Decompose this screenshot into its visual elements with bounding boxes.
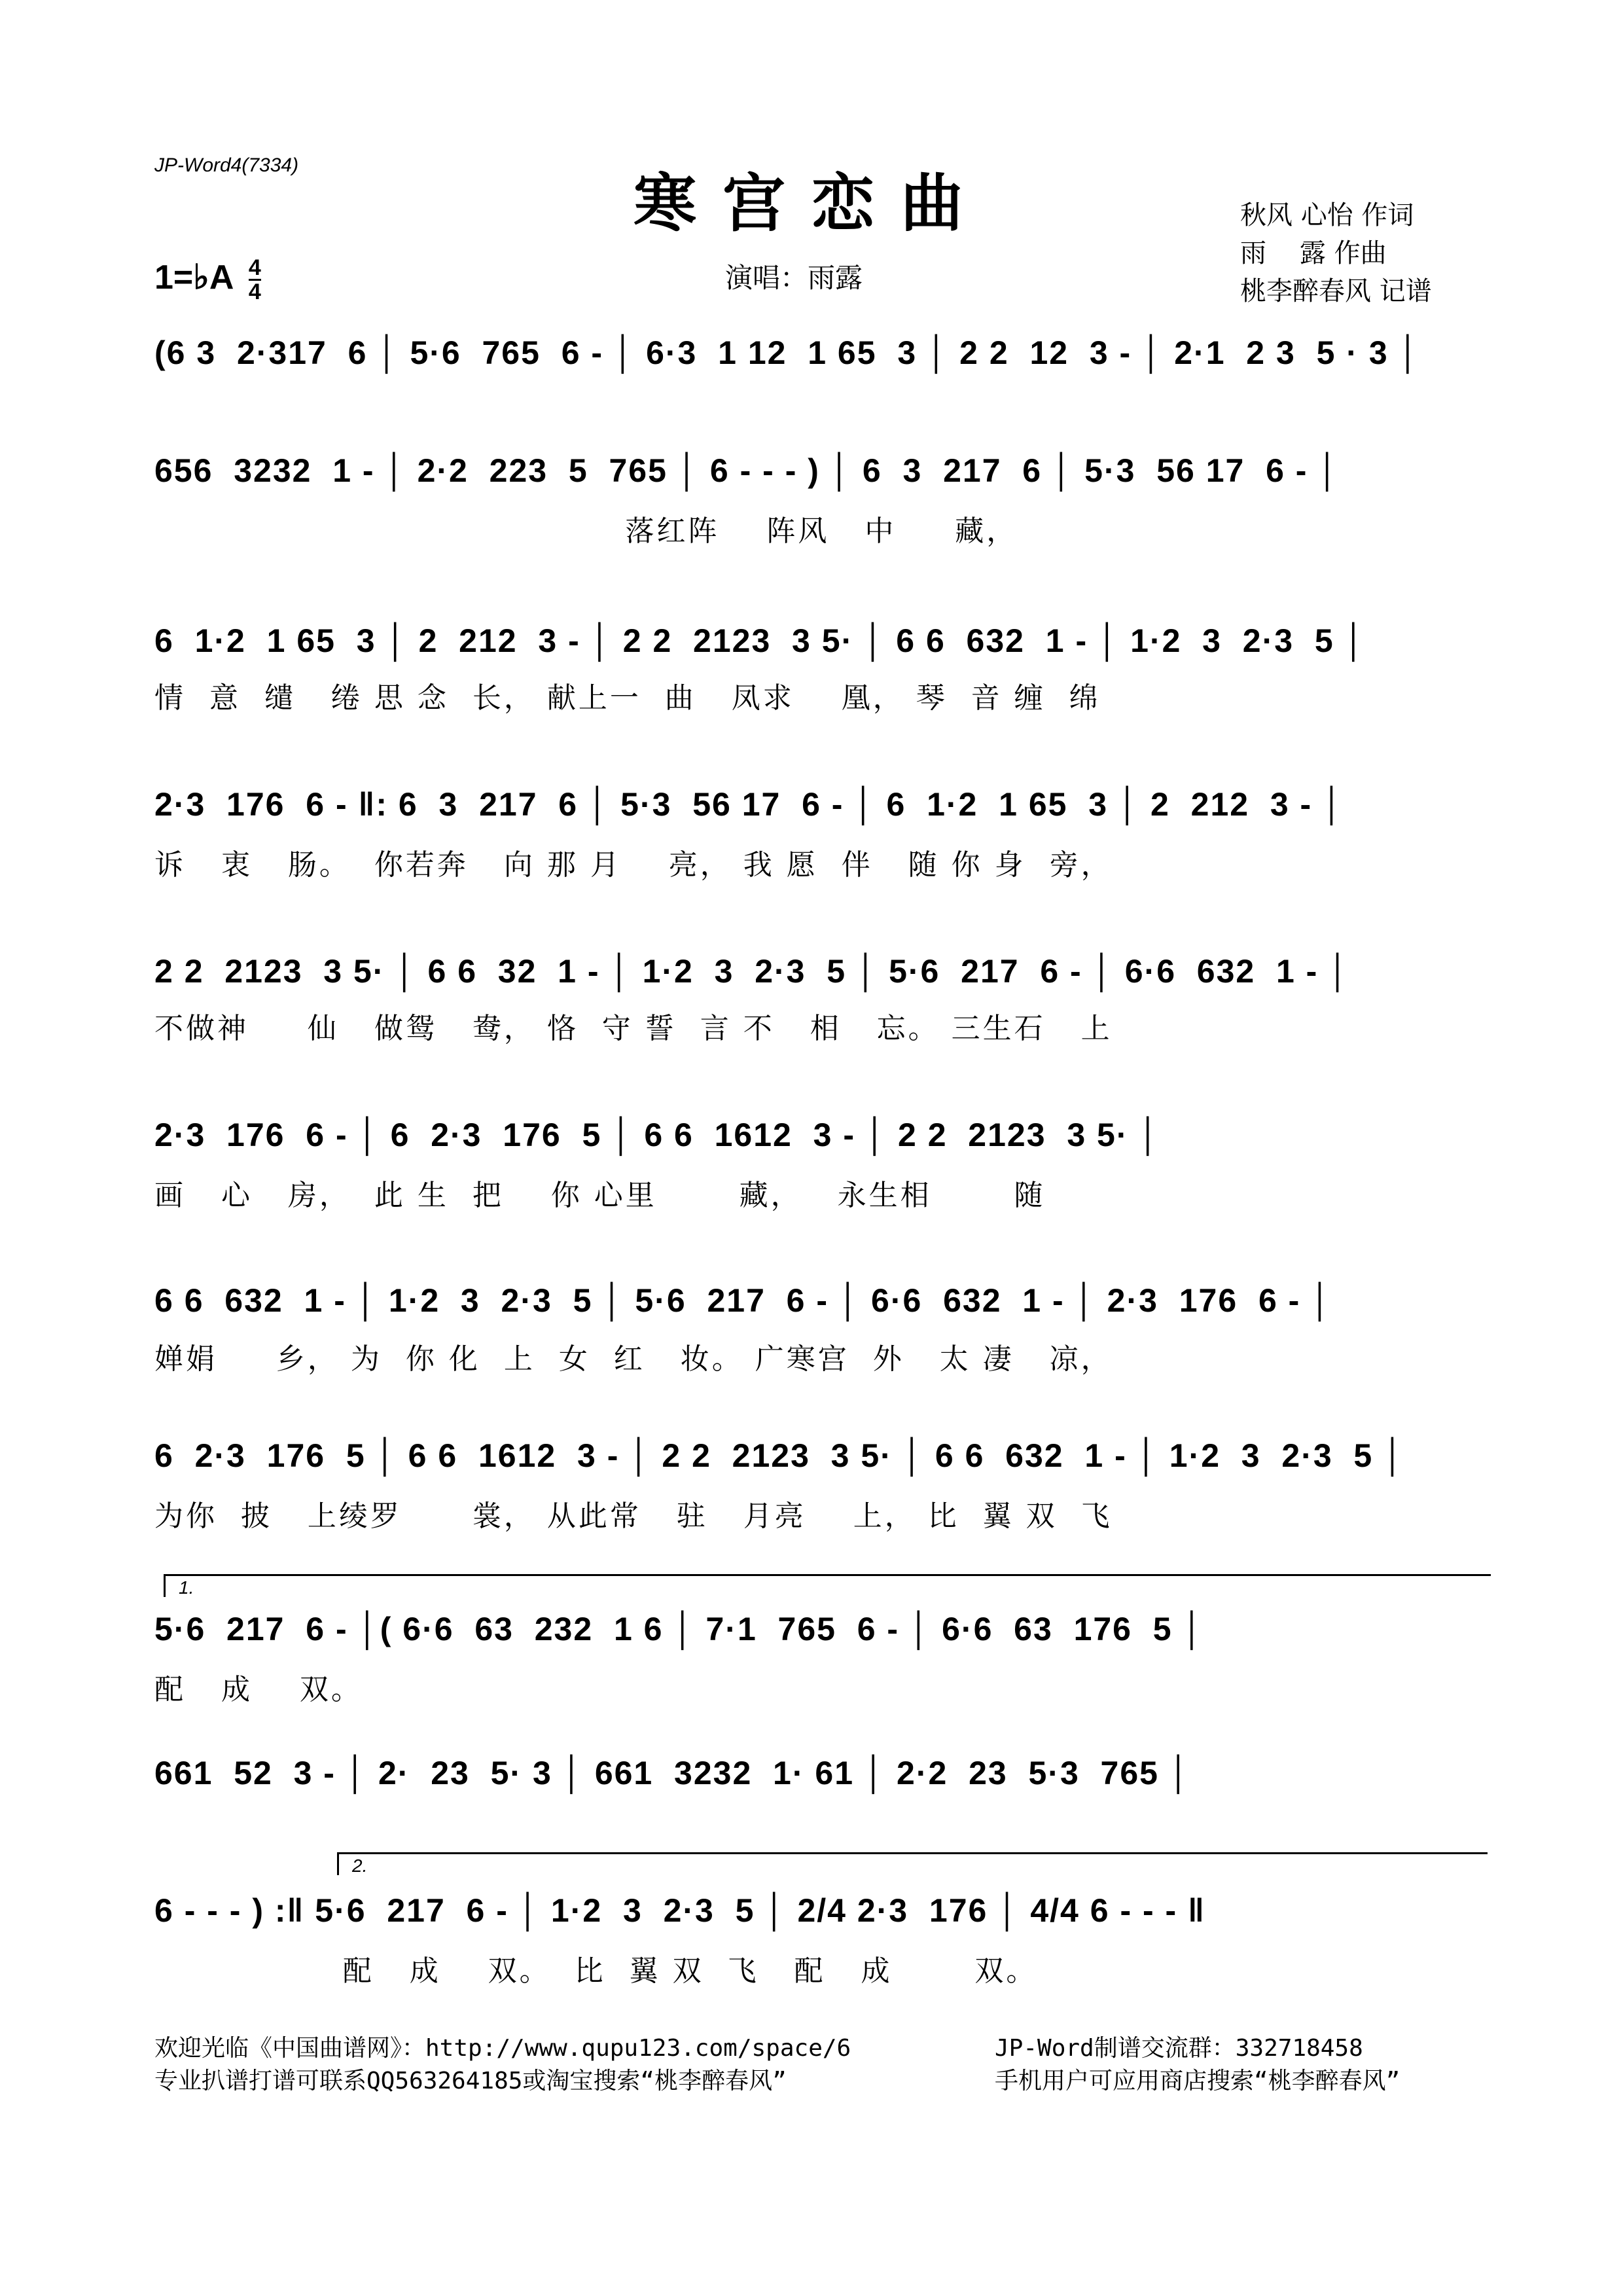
system-2-notes: 656 3232 1 - │ 2·2 223 5 765 │ 6 - - - ) │ 6 3 217 6 │ 5·3 56 17 6 - │: [154, 452, 1340, 489]
system-11-lyrics: 配 成 双。 比 翼 双 飞 配 成 双。: [154, 1954, 1038, 1988]
system-3-notes: 6 1·2 1 65 3 │ 2 212 3 - │ 2 2 2123 3 5· │ 6 6 632 1 - │ 1·2 3 2·3 5 │: [154, 622, 1366, 659]
key-label: 1=♭A: [154, 259, 233, 297]
footer-left: [154, 2032, 851, 2098]
system-11-notes: 6 - - - ) :‖ 5·6 217 6 - │ 1·2 3 2·3 5 │ 2/4 2·3 176 │ 4/4 6 - - - ‖: [154, 1892, 1205, 1929]
system-8-notes: 6 2·3 176 5 │ 6 6 1612 3 - │ 2 2 2123 3 5· │ 6 6 632 1 - │ 1·2 3 2·3 5 │: [154, 1437, 1406, 1474]
song-title: 寒宫恋曲: [633, 166, 990, 240]
transcriber-credit: 桃李醉春风 记谱: [1240, 276, 1432, 306]
system-4-notes: 2·3 176 6 - ‖: 6 3 217 6 │ 5·3 56 17 6 - │ 6 1·2 1 65 3 │ 2 212 3 - │: [154, 786, 1345, 823]
system-10-notes: 661 52 3 - │ 2· 23 5· 3 │ 661 3232 1· 61 │ 2·2 23 5·3 765 │: [154, 1755, 1192, 1791]
key-signature: [154, 257, 261, 303]
volta-1: 1.: [164, 1574, 1491, 1597]
system-3-lyrics: 情 意 缱 绻 思 念 长， 献上一 曲 凤求 凰， 琴 音 缠 绵: [154, 681, 1101, 715]
time-sig-top: 4: [248, 255, 261, 280]
software-id: JP-Word4(7334): [154, 154, 299, 176]
system-9-lyrics: 配 成 双。: [154, 1673, 363, 1706]
footer-right: [995, 2032, 1400, 2098]
system-5-lyrics: 不做神 仙 做鸳 鸯， 恪 守 誓 言 不 相 忘。 三生石 上: [154, 1012, 1113, 1045]
footer-left-line2: 专业扒谱打谱可联系QQ563264185或淘宝搜索“桃李醉春风”: [154, 2068, 787, 2094]
system-7-notes: 6 6 632 1 - │ 1·2 3 2·3 5 │ 5·6 217 6 - │ 6·6 632 1 - │ 2·3 176 6 - │: [154, 1282, 1333, 1319]
system-6-lyrics: 画 心 房， 此 生 把 你 心里 藏， 永生相 随: [154, 1179, 1046, 1212]
footer-left-line1: 欢迎光临《中国曲谱网》：http://www.qupu123.com/space/6: [154, 2035, 851, 2062]
footer-right-line2: 手机用户可应用商店搜索“桃李醉春风”: [995, 2068, 1400, 2094]
system-7-lyrics: 婵娟 乡， 为 你 化 上 女 红 妆。 广寒宫 外 太 凄 凉，: [154, 1342, 1113, 1376]
singer-credit: 演唱：雨露: [725, 262, 863, 294]
time-sig-bottom: 4: [248, 279, 261, 304]
system-6-notes: 2·3 176 6 - │ 6 2·3 176 5 │ 6 6 1612 3 - │ 2 2 2123 3 5· │: [154, 1117, 1161, 1153]
credits: [1240, 196, 1432, 310]
system-9-notes: 5·6 217 6 - │( 6·6 63 232 1 6 │ 7·1 765 6 - │ 6·6 63 176 5 │: [154, 1611, 1205, 1647]
footer-right-line1: JP-Word制谱交流群：332718458: [995, 2035, 1363, 2062]
system-2-lyrics: 落红阵 阵风 中 藏，: [154, 514, 1018, 548]
volta-2: 2.: [337, 1852, 1488, 1875]
system-5-notes: 2 2 2123 3 5· │ 6 6 32 1 - │ 1·2 3 2·3 5 │ 5·6 217 6 - │ 6·6 632 1 - │: [154, 953, 1351, 990]
time-signature: [249, 257, 261, 303]
lyricist-credit: 秋风 心怡 作词: [1240, 200, 1414, 230]
system-4-lyrics: 诉 衷 肠。 你若奔 向 那 月 亮， 我 愿 伴 随 你 身 旁，: [154, 848, 1113, 882]
system-8-lyrics: 为你 披 上绫罗 裳， 从此常 驻 月亮 上， 比 翼 双 飞: [154, 1499, 1113, 1533]
composer-credit: 雨 露 作曲: [1240, 238, 1387, 268]
system-1-notes: (6 3 2·317 6 │ 5·6 765 6 - │ 6·3 1 12 1 65 3 │ 2 2 12 3 - │ 2·1 2 3 5 · 3 │: [154, 334, 1421, 371]
